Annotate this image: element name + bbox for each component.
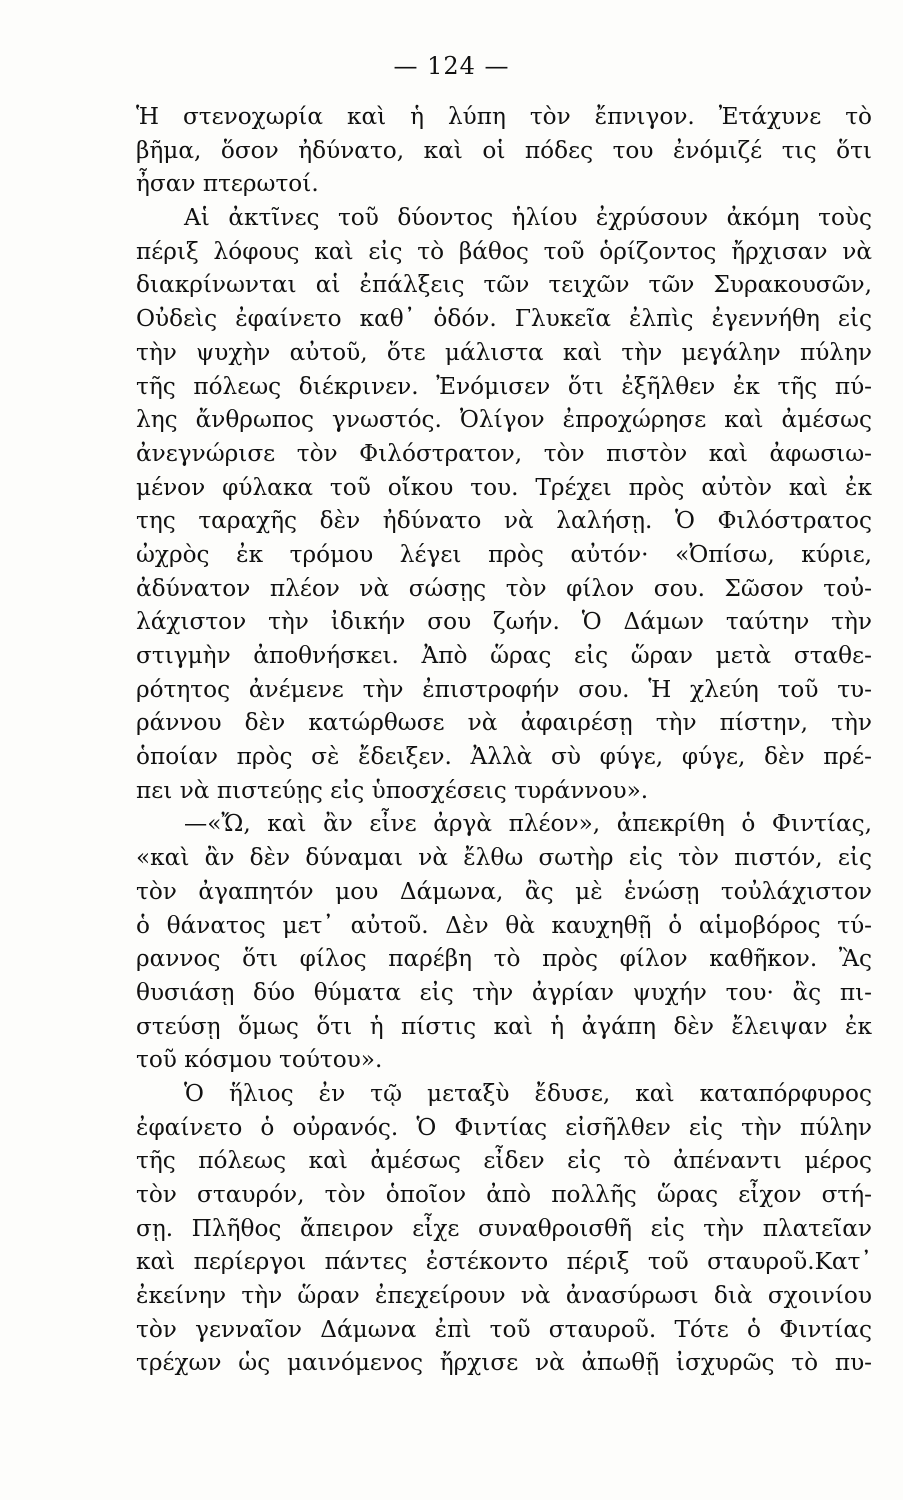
text-line: βῆμα, ὅσον ἠδύνατο, καὶ οἱ πόδες του ἐνόμιζέ τις ὅτι — [136, 136, 872, 164]
text-line: Αἱ ἀκτῖνες τοῦ δύοντος ἡλίου ἐχρύσουν ἀκόμη τοὺς — [184, 204, 872, 232]
text-line: «καὶ ἂν δὲν δύναμαι νὰ ἔλθω σωτὴρ εἰς τὸν πιστόν, εἰς — [136, 844, 872, 872]
text-line: —«Ὤ, καὶ ἂν εἶνε ἀργὰ πλέον», ἀπεκρίθη ὁ Φιντίας, — [184, 810, 872, 838]
text-line: στεύσῃ ὅμως ὅτι ἡ πίστις καὶ ἡ ἀγάπη δὲν ἔλειψαν ἐκ — [136, 1012, 872, 1040]
page-number: — 124 — — [393, 52, 510, 80]
text-line: θυσιάσῃ δύο θύματα εἰς τὴν ἀγρίαν ψυχήν του· ἂς πι- — [136, 978, 872, 1006]
text-line: σῃ. Πλῆθος ἄπειρον εἶχε συναθροισθῆ εἰς τὴν πλατεῖαν — [136, 1214, 872, 1242]
text-line: ἀνεγνώρισε τὸν Φιλόστρατον, τὸν πιστὸν καὶ ἀφωσιω- — [136, 439, 872, 467]
text-line: ἐκείνην τὴν ὥραν ἐπεχείρουν νὰ ἀνασύρωσι διὰ σχοινίου — [136, 1282, 872, 1310]
text-line: ραννος ὅτι φίλος παρέβη τὸ πρὸς φίλον καθῆκον. Ἂς — [136, 945, 872, 973]
text-line: τῆς πόλεως διέκρινεν. Ἐνόμισεν ὅτι ἐξῆλθεν ἐκ τῆς πύ- — [136, 372, 872, 400]
text-line: ἐφαίνετο ὁ οὐρανός. Ὁ Φιντίας εἰσῆλθεν εἰς τὴν πύλην — [136, 1113, 872, 1141]
text-line: ὁποίαν πρὸς σὲ ἔδειξεν. Ἀλλὰ σὺ φύγε, φύγε, δὲν πρέ- — [136, 743, 872, 771]
text-line: ὁ θάνατος μετ᾽ αὐτοῦ. Δὲν θὰ καυχηθῇ ὁ αἱμοβόρος τύ- — [136, 911, 872, 939]
text-line: στιγμὴν ἀποθνήσκει. Ἀπὸ ὥρας εἰς ὥραν μετὰ σταθε- — [136, 642, 872, 669]
text-line: μένον φύλακα τοῦ οἴκου του. Τρέχει πρὸς αὐτὸν καὶ ἐκ — [136, 473, 872, 501]
text-line: λάχιστον τὴν ἰδικήν σου ζωήν. Ὁ Δάμων ταύτην τὴν — [136, 608, 872, 636]
text-line: Οὐδεὶς ἐφαίνετο καθ᾽ ὁδόν. Γλυκεῖα ἐλπὶς ἐγεννήθη εἰς — [136, 305, 872, 333]
text-line: ὠχρὸς ἐκ τρόμου λέγει πρὸς αὐτόν· «Ὀπίσω, κύριε, — [136, 540, 872, 568]
text-line: τρέχων ὡς μαινόμενος ἤρχισε νὰ ἀπωθῇ ἰσχυρῶς τὸ πυ- — [136, 1349, 872, 1377]
text-line: λης ἄνθρωπος γνωστός. Ὀλίγον ἐπροχώρησε καὶ ἀμέσως — [136, 406, 872, 434]
text-line: ἀδύνατον πλέον νὰ σώσῃς τὸν φίλον σου. Σῶσον τοὐ- — [136, 574, 872, 602]
text-line: της ταραχῆς δὲν ἠδύνατο νὰ λαλήσῃ. Ὁ Φιλόστρατος — [136, 507, 872, 535]
text-line: τὸν σταυρόν, τὸν ὁποῖον ἀπὸ πολλῆς ὥρας εἶχον στή- — [136, 1181, 872, 1208]
text-line: πει νὰ πιστεύῃς εἰς ὑποσχέσεις τυράννου». — [136, 776, 649, 804]
text-line: ράννου δὲν κατώρθωσε νὰ ἀφαιρέσῃ τὴν πίστην, τὴν — [136, 709, 872, 737]
text-line: πέριξ λόφους καὶ εἰς τὸ βάθος τοῦ ὁρίζοντος ἤρχισαν νὰ — [136, 237, 872, 265]
text-line: τοῦ κόσμου τούτου». — [136, 1046, 383, 1074]
text-line: τὴν ψυχὴν αὐτοῦ, ὅτε μάλιστα καὶ τὴν μεγάλην πύλην — [136, 338, 872, 366]
text-line: τὸν ἀγαπητόν μου Δάμωνα, ἂς μὲ ἑνώσῃ τοὐλάχιστον — [136, 877, 872, 905]
text-line: διακρίνωνται αἱ ἐπάλξεις τῶν τειχῶν τῶν Συρακουσῶν, — [136, 271, 872, 299]
text-line: ρότητος ἀνέμενε τὴν ἐπιστροφήν σου. Ἡ χλεύη τοῦ τυ- — [136, 675, 872, 703]
text-line: ἦσαν πτερωτοί. — [136, 170, 319, 198]
text-line: Ἡ στενοχωρία καὶ ἡ λύπη τὸν ἔπνιγον. Ἐτάχυνε τὸ — [136, 103, 872, 130]
text-line: Ὁ ἥλιος ἐν τῷ μεταξὺ ἔδυσε, καὶ καταπόρφυρος — [184, 1079, 872, 1107]
text-line: τὸν γενναῖον Δάμωνα ἐπὶ τοῦ σταυροῦ. Τότε ὁ Φιντίας — [136, 1315, 872, 1343]
body-text — [136, 100, 872, 1380]
text-line: καὶ περίεργοι πάντες ἐστέκοντο πέριξ τοῦ σταυροῦ.Κατ᾽ — [136, 1248, 872, 1276]
text-line: τῆς πόλεως καὶ ἀμέσως εἶδεν εἰς τὸ ἀπέναντι μέρος — [136, 1147, 872, 1175]
